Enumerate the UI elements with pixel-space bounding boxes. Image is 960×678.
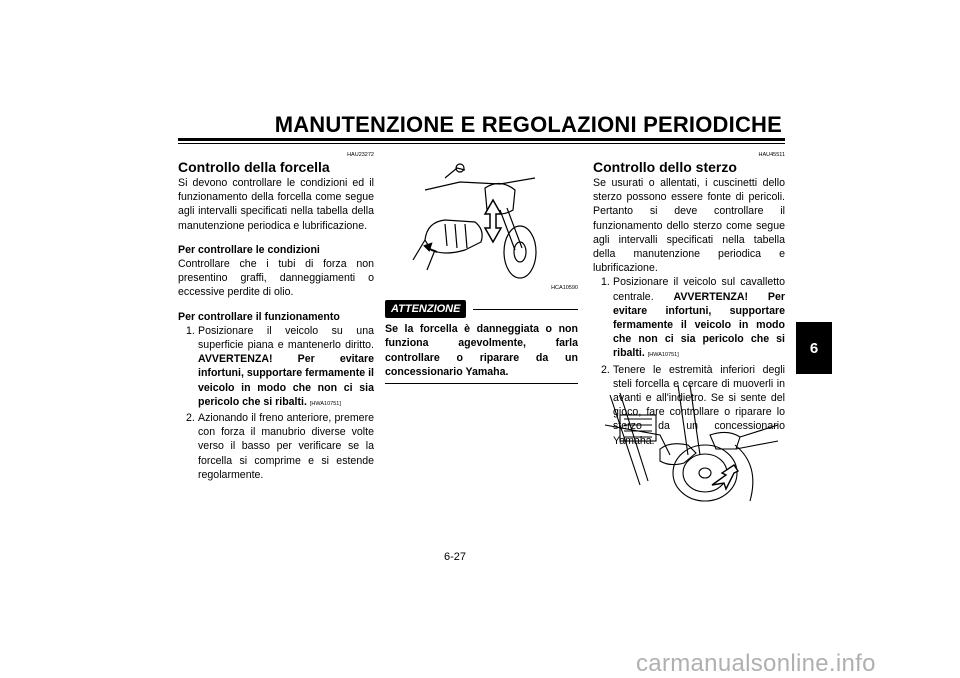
- watermark: carmanualsonline.info: [636, 650, 876, 677]
- push-arrow-icon: [425, 244, 437, 252]
- step-number: 1.: [601, 276, 610, 289]
- attention-bottom-rule: [385, 383, 578, 384]
- condition-heading: Per controllare le condizioni: [178, 243, 320, 256]
- chapter-number: 6: [809, 339, 819, 357]
- page-number: 6-27: [444, 551, 467, 563]
- motorcycle-wheel-illustration: [605, 385, 778, 501]
- function-steps: [178, 324, 374, 482]
- step-text: Tenere le estremità inferiori degli steli forcella e cercare di muoverli in avanti e all'indietro. Se si sente del gioco, fare controllare o riparare lo sterzo da un concessionario Yamaha.: [613, 363, 785, 447]
- section-title-steering: Controllo dello sterzo: [593, 159, 737, 175]
- column-fork-check: [178, 152, 374, 482]
- attention-rule: [473, 309, 578, 310]
- fork-figure: [405, 160, 555, 282]
- attention-text: Se la forcella è danneggiata o non funziona agevolmente, farla controllare o riparare da un concessionario Yamaha.: [385, 323, 578, 378]
- warning-code: [HWA10751]: [309, 400, 341, 407]
- warning-code: [HWA10751]: [647, 352, 679, 359]
- motorcycle-front-illustration: [413, 164, 536, 278]
- column-attention: [385, 285, 578, 384]
- attention-box: [385, 300, 578, 384]
- chapter-tab: [796, 322, 832, 374]
- section-code: HAU23272: [347, 152, 374, 158]
- attention-label: ATTENZIONE: [385, 300, 466, 318]
- header-rule-thin: [178, 143, 785, 144]
- section-title-fork: Controllo della forcella: [178, 159, 330, 175]
- step-number: 2.: [186, 412, 195, 425]
- figure-code: HCA10590: [551, 285, 578, 291]
- step-text: Posizionare il veicolo su una superficie piana e mantenerlo diritto.: [198, 324, 374, 352]
- steering-intro: Se usurati o allentati, i cuscinetti dello sterzo possono essere fonte di pericoli. Pertanto si deve controllare il funzionamento dello sterzo come segue agli intervalli specificati nella tabella della manutenzione periodica e lubrificazione.: [593, 177, 785, 275]
- condition-text: Controllare che i tubi di forza non presentino graffi, danneggiamenti o eccessive perdite di olio.: [178, 258, 374, 299]
- header-rule-thick: [178, 138, 785, 141]
- steering-figure: [600, 385, 780, 503]
- step-number: 2.: [601, 363, 610, 376]
- step-item: [178, 411, 374, 482]
- step-item: [593, 275, 785, 362]
- step-text: Posizionare il veicolo sul cavalletto centrale.: [613, 276, 785, 303]
- fork-intro: Si devono controllare le condizioni ed il funzionamento della forcella come segue agli intervalli specificati nella tabella della manutenzione periodica e lubrificazione.: [178, 177, 374, 232]
- up-down-arrow-icon: [485, 200, 501, 242]
- step-warning: AVVERTENZA! Per evitare infortuni, supportare fermamente il veicolo in modo che non ci sia pericolo che si ribalti.: [613, 290, 785, 360]
- function-heading: Per controllare il funzionamento: [178, 310, 340, 323]
- step-number: 1.: [186, 324, 195, 337]
- step-item: [178, 324, 374, 411]
- section-code: HAU45511: [758, 152, 785, 158]
- step-warning: AVVERTENZA! Per evitare infortuni, supportare fermamente il veicolo in modo che non ci sia pericolo che si ribalti.: [198, 353, 374, 408]
- page-title: MANUTENZIONE E REGOLAZIONI PERIODICHE: [274, 112, 782, 137]
- step-text: Azionando il freno anteriore, premere con forza il manubrio diverse volte verso il basso per verificare se la forcella si comprime e si estende regolarmente.: [198, 412, 374, 481]
